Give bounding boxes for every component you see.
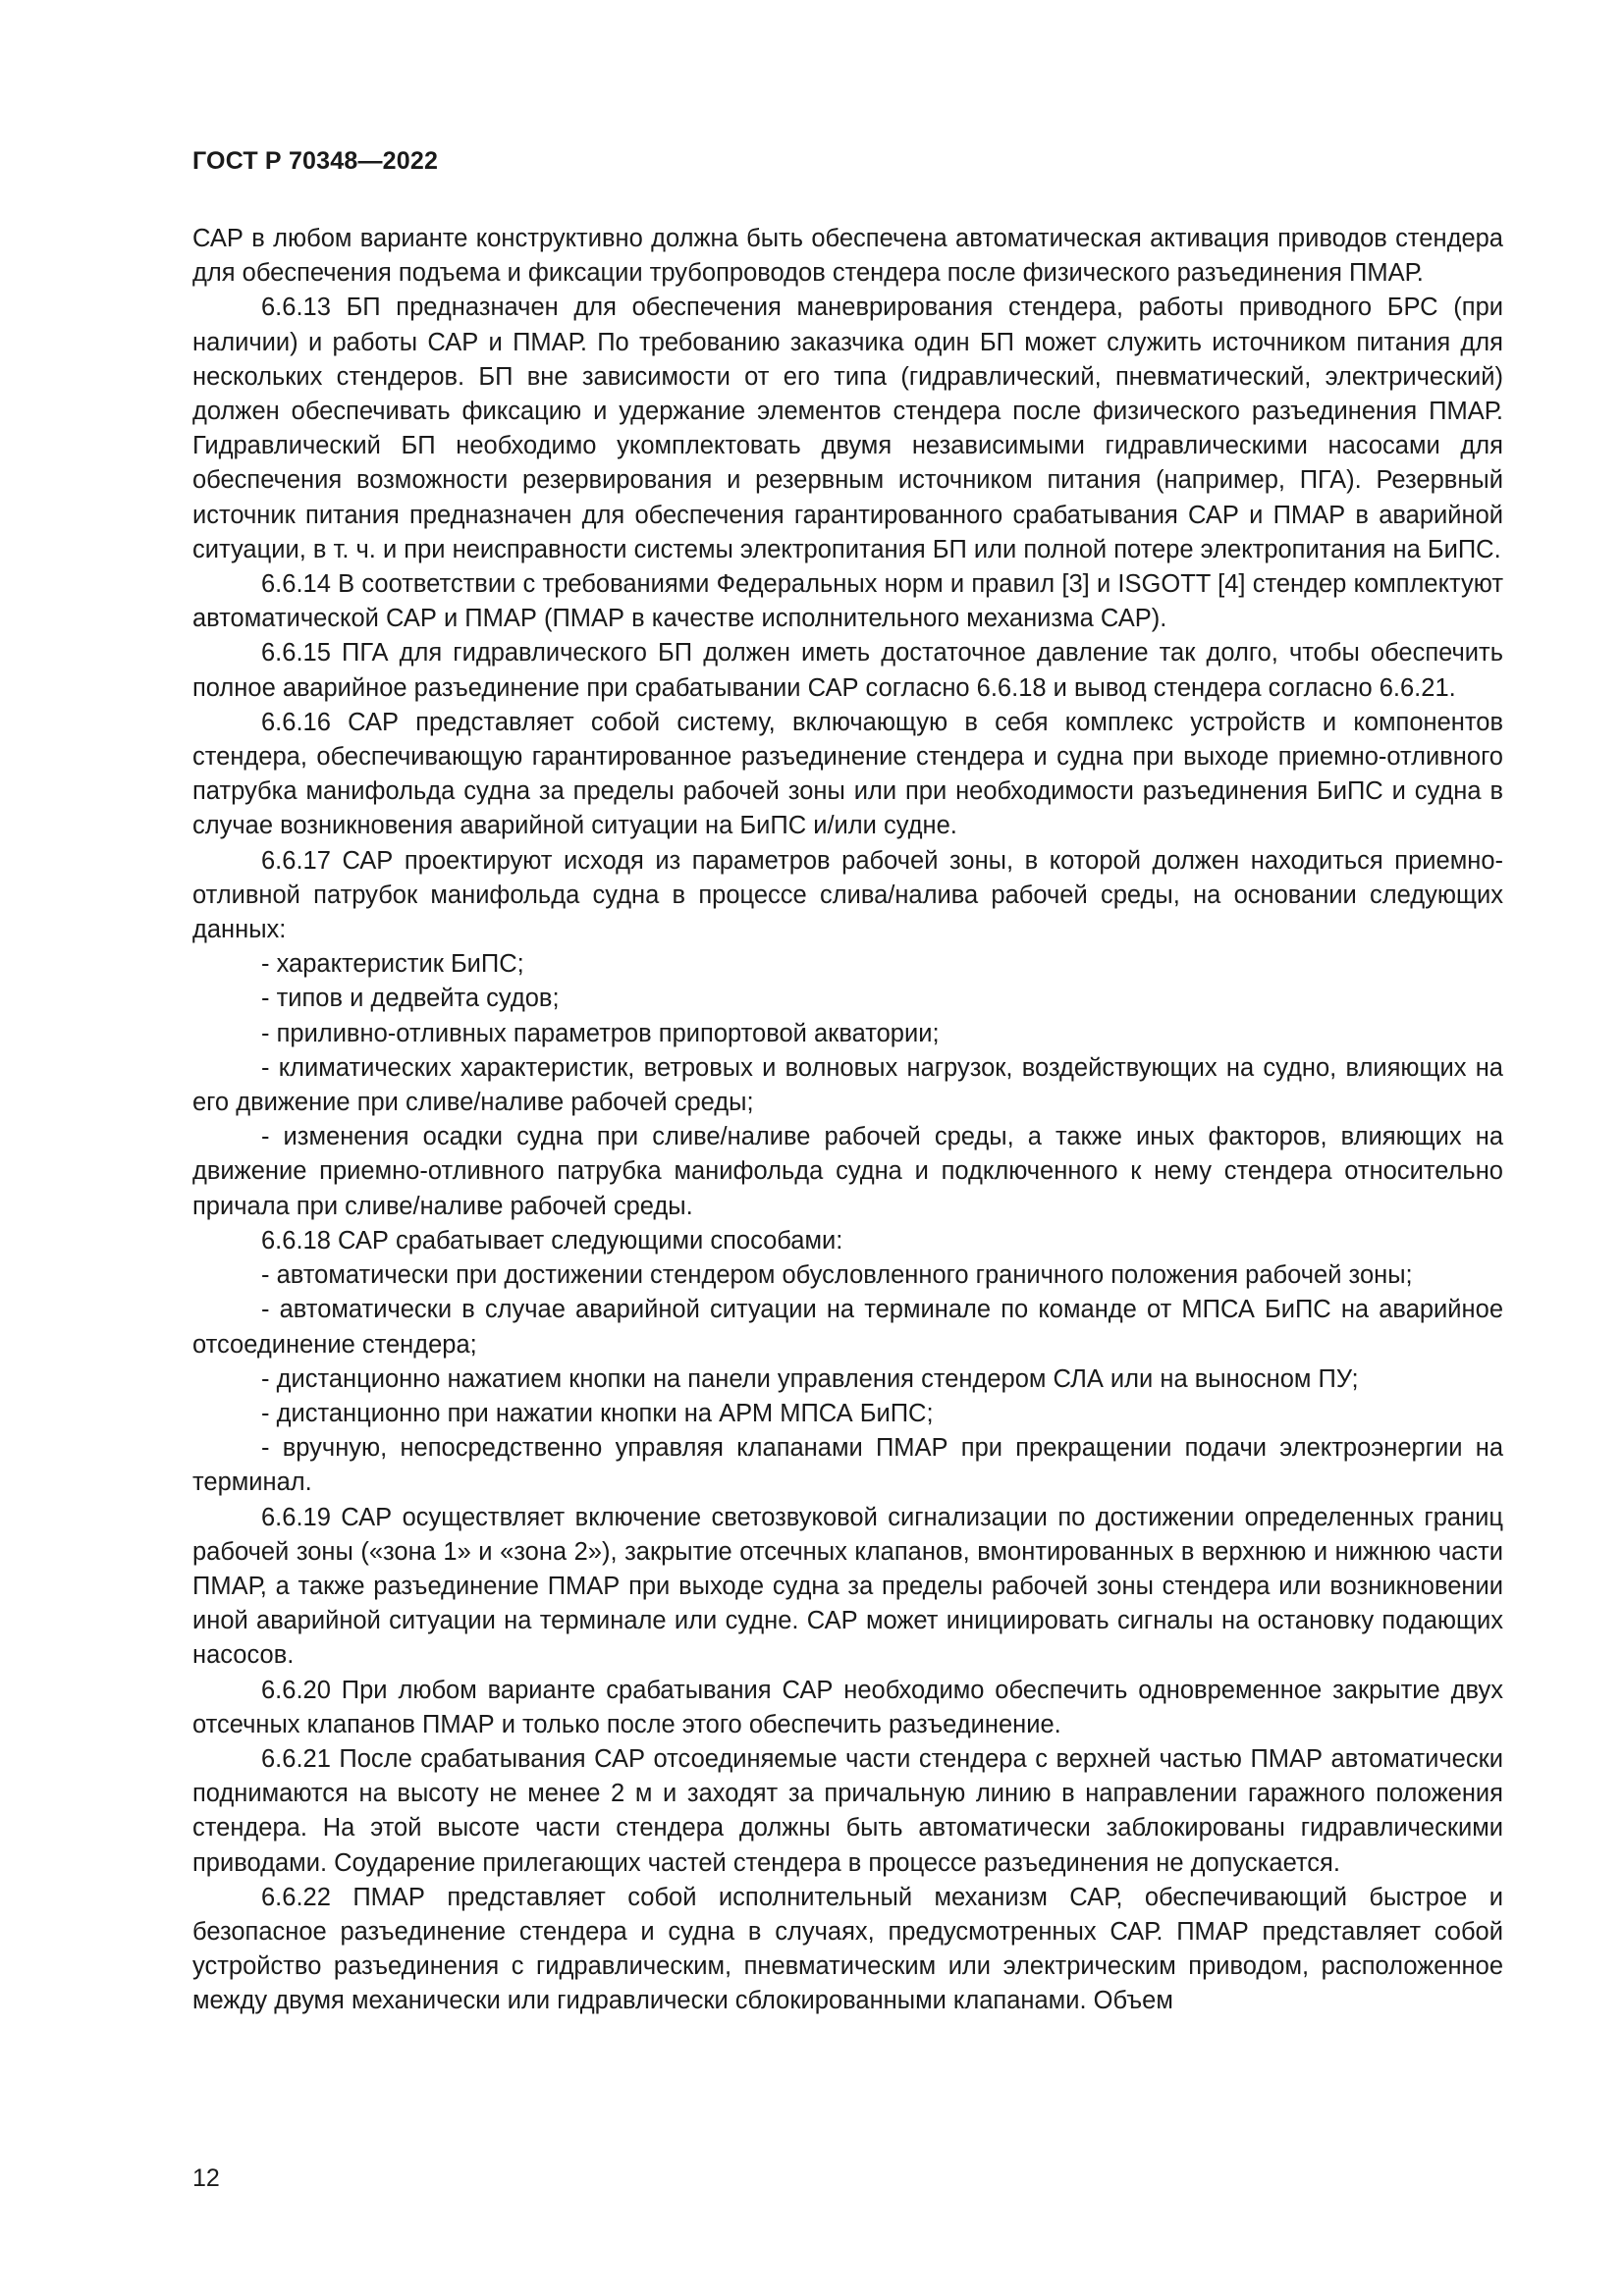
paragraph: 6.6.17 САР проектируют исходя из параметров рабочей зоны, в которой должен находиться приемно-отливной патрубок манифольда судна в процессе слива/налива рабочей среды, на основании следующих данных: (192, 846, 1503, 944)
paragraph: 6.6.18 САР срабатывает следующими способами: (261, 1226, 843, 1255)
list-item: - характеристик БиПС; (261, 950, 524, 979)
list-item: - типов и дедвейта судов; (261, 985, 560, 1013)
list-item: - автоматически в случае аварийной ситуации на терминале по команде от МПСА БиПС на аварийное отсоединение стендера; (192, 1296, 1503, 1359)
paragraph: 6.6.19 САР осуществляет включение светозвуковой сигнализации по достижении определенных границ рабочей зоны («зона 1» и «зона 2»), закрытие отсечных клапанов, вмонтированных в верхнюю и нижнюю части ПМАР, а также разъединение ПМАР при выходе судна за пределы рабочей зоны стендера или возникновении иной аварийной ситуации на терминале или судне. САР может инициировать сигналы на остановку подающих насосов. (192, 1503, 1503, 1670)
paragraph: 6.6.20 При любом варианте срабатывания САР необходимо обеспечить одновременное закрытие двух отсечных клапанов ПМАР и только после этого обеспечить разъединение. (192, 1676, 1503, 1738)
page-number: 12 (192, 2164, 220, 2192)
list-item: - автоматически при достижении стендером обусловленного граничного положения рабочей зоны; (261, 1261, 1413, 1290)
list-item: - климатических характеристик, ветровых и волновых нагрузок, воздействующих на судно, влияющих на его движение при сливе/наливе рабочей среды; (192, 1053, 1503, 1117)
list-item: - приливно-отливных параметров припортовой акватории; (261, 1019, 940, 1047)
paragraph: 6.6.14 В соответствии с требованиями Федеральных норм и правил [3] и ISGOTT [4] стендер комплектуют автоматической САР и ПМАР (ПМАР в качестве исполнительного механизма САР). (192, 570, 1503, 633)
paragraph: 6.6.21 После срабатывания САР отсоединяемые части стендера с верхней частью ПМАР автоматически поднимаются на высоту не менее 2 м и заходят за причальную линию в направлении гаражного положения стендера. На этой высоте части стендера должны быть автоматически заблокированы гидравлическими приводами. Соударение прилегающих частей стендера в процессе разъединения не допускается. (192, 1744, 1503, 1877)
paragraph: 6.6.16 САР представляет собой систему, включающую в себя комплекс устройств и компонентов стендера, обеспечивающую гарантированное разъединение стендера и судна при выходе приемно-отливного патрубка манифольда судна за пределы рабочей зоны или при необходимости разъединения БиПС и судна в случае возникновения аварийной ситуации на БиПС и/или судне. (192, 708, 1503, 840)
list-item: - вручную, непосредственно управляя клапанами ПМАР при прекращении подачи электроэнергии на терминал. (192, 1434, 1503, 1497)
paragraph: САР в любом варианте конструктивно должна быть обеспечена автоматическая активация приводов стендера для обеспечения подъема и фиксации трубопроводов стендера после физического разъединения ПМАР. (192, 225, 1503, 288)
document-body (192, 222, 1503, 2019)
list-item: - дистанционно нажатием кнопки на панели управления стендером СЛА или на выносном ПУ; (261, 1364, 1359, 1393)
paragraph: 6.6.22 ПМАР представляет собой исполнительный механизм САР, обеспечивающий быстрое и безопасное разъединение стендера и судна в случаях, предусмотренных САР. ПМАР представляет собой устройство разъединения с гидравлическим, пневматическим или электрическим приводом, расположенное между двумя механически или гидравлически сблокированными клапанами. Объем (192, 1883, 1503, 2015)
list-item: - изменения осадки судна при сливе/наливе рабочей среды, а также иных факторов, влияющих на движение приемно-отливного патрубка манифольда судна и подключенного к нему стендера относительно причала при сливе/наливе рабочей среды. (192, 1123, 1503, 1220)
paragraph: 6.6.13 БП предназначен для обеспечения маневрирования стендера, работы приводного БРС (при наличии) и работы САР и ПМАР. По требованию заказчика один БП может служить источником питания для нескольких стендеров. БП вне зависимости от его типа (гидравлический, пневматический, электрический) должен обеспечивать фиксацию и удержание элементов стендера после физического разъединения ПМАР. Гидравлический БП необходимо укомплектовать двумя независимыми гидравлическими насосами для обеспечения возможности резервирования и резервным источником питания (например, ПГА). Резервный источник питания предназначен для обеспечения гарантированного срабатывания САР и ПМАР в аварийной ситуации, в т. ч. и при неисправности системы электропитания БП или полной потере электропитания на БиПС. (192, 294, 1503, 563)
document-header: ГОСТ Р 70348—2022 (192, 147, 439, 175)
paragraph: 6.6.15 ПГА для гидравлического БП должен иметь достаточное давление так долго, чтобы обеспечить полное аварийное разъединение при срабатывании САР согласно 6.6.18 и вывод стендера согласно 6.6.21. (192, 639, 1503, 702)
list-item: - дистанционно при нажатии кнопки на АРМ МПСА БиПС; (261, 1399, 934, 1427)
